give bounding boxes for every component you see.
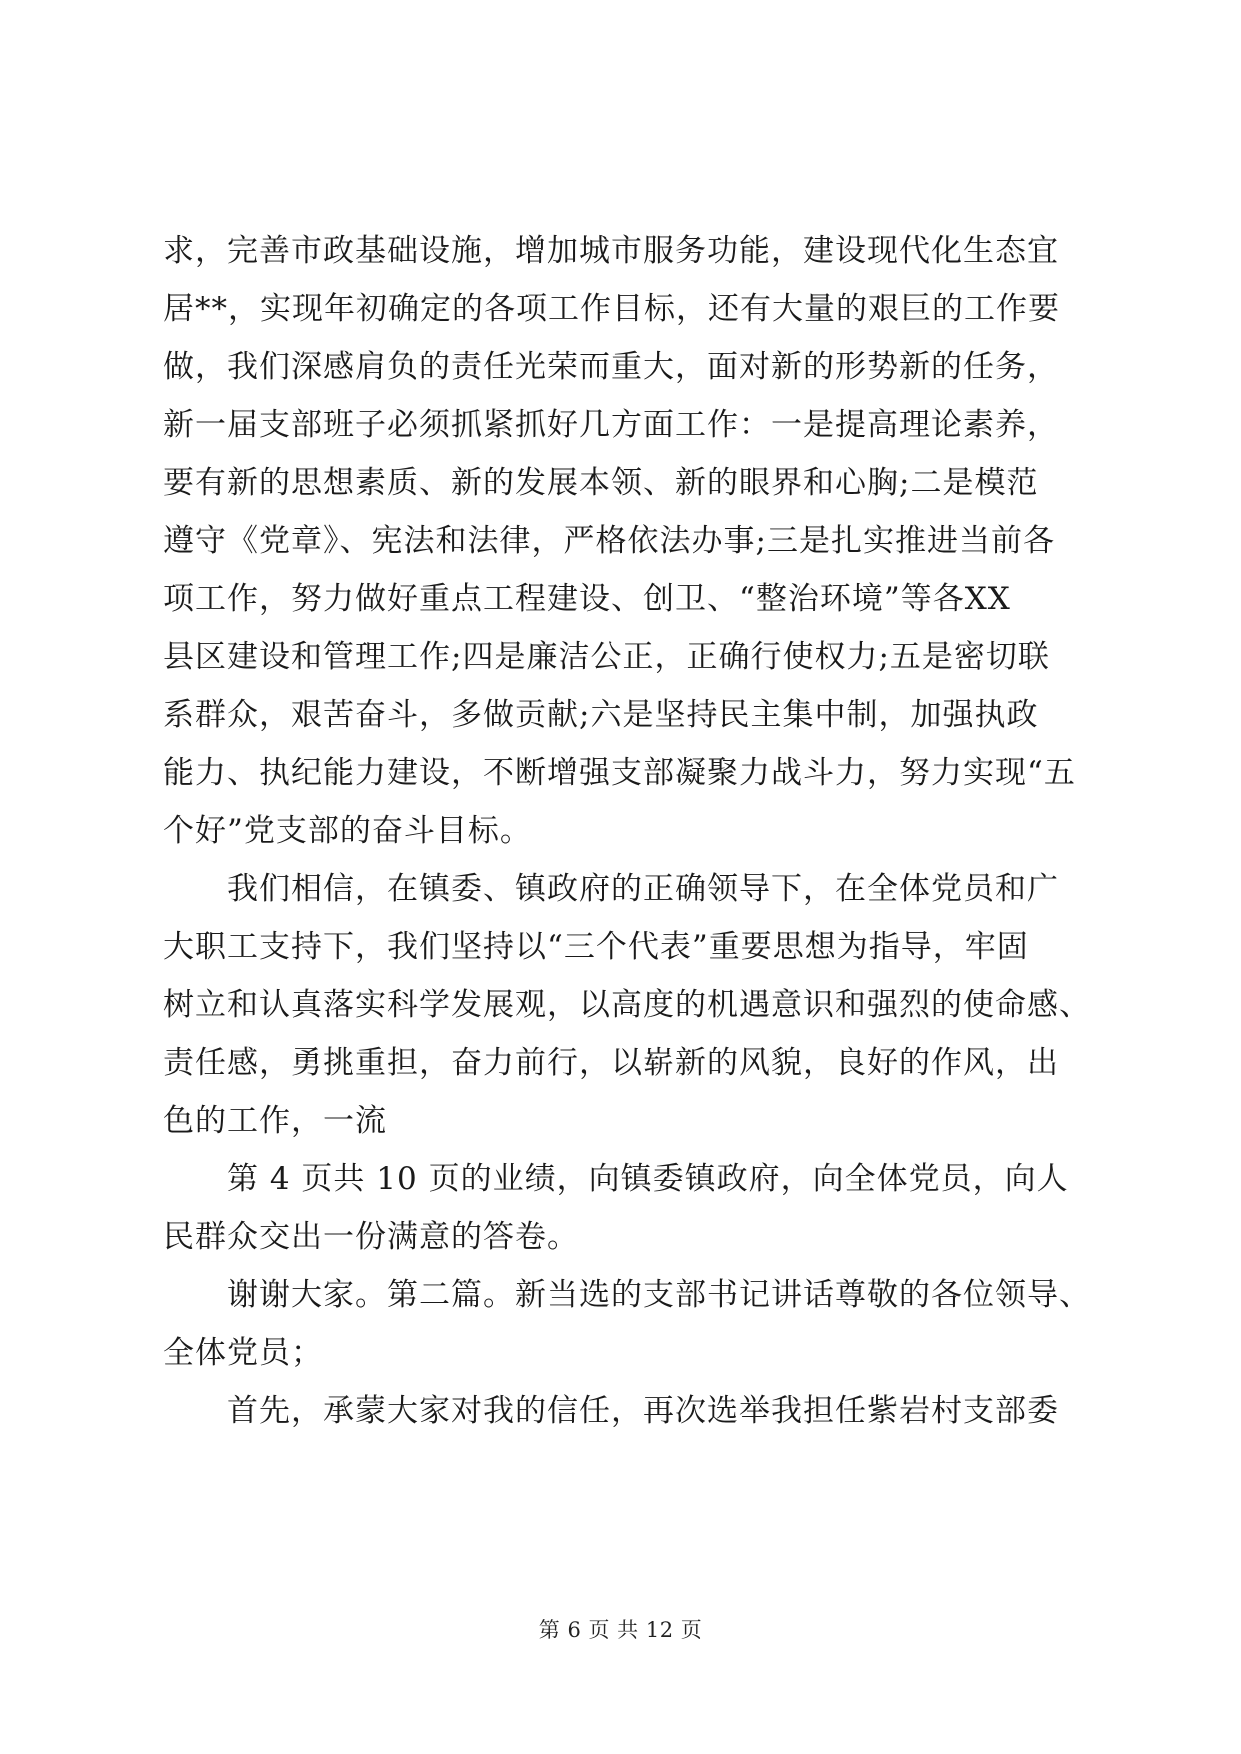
text-line: 求，完善市政基础设施，增加城市服务功能，建设现代化生态宜 (163, 233, 1059, 269)
text-line: 个好”党支部的奋斗目标。 (163, 813, 532, 849)
text-line: 新一届支部班子必须抓紧抓好几方面工作：一是提高理论素养， (163, 407, 1059, 443)
page-footer (0, 1615, 1241, 1645)
text-line: 能力、执纪能力建设，不断增强支部凝聚力战斗力，努力实现“五 (163, 755, 1076, 791)
paragraph-start-line: 我们相信，在镇委、镇政府的正确领导下，在全体党员和广 (227, 871, 1059, 907)
text-line: 大职工支持下，我们坚持以“三个代表”重要思想为指导，牢固 (163, 929, 1029, 965)
body-text (163, 222, 1098, 1440)
text-line: 要有新的思想素质、新的发展本领、新的眼界和心胸;二是模范 (163, 465, 1039, 501)
text-line: 树立和认真落实科学发展观，以高度的机遇意识和强烈的使命感、 (163, 987, 1091, 1023)
text-line: 做，我们深感肩负的责任光荣而重大，面对新的形势新的任务， (163, 349, 1059, 385)
text-line: 系群众，艰苦奋斗，多做贡献;六是坚持民主集中制，加强执政 (163, 697, 1039, 733)
text-line: 遵守《党章》、宪法和法律，严格依法办事;三是扎实推进当前各 (163, 523, 1055, 559)
text-line: 项工作，努力做好重点工程建设、创卫、“整治环境”等各XX (163, 581, 1011, 617)
text-line: 色的工作，一流 (163, 1103, 387, 1139)
paragraph-start-line: 第 4 页共 10 页的业绩，向镇委镇政府，向全体党员，向人 (227, 1161, 1069, 1197)
text-line: 责任感，勇挑重担，奋力前行，以崭新的风貌，良好的作风，出 (163, 1045, 1059, 1081)
text-line: 居**，实现年初确定的各项工作目标，还有大量的艰巨的工作要 (163, 291, 1060, 327)
text-line: 县区建设和管理工作;四是廉洁公正，正确行使权力;五是密切联 (163, 639, 1050, 675)
paragraph-start-line: 谢谢大家。第二篇。新当选的支部书记讲话尊敬的各位领导、 (227, 1277, 1091, 1313)
text-line: 全体党员； (163, 1335, 323, 1371)
page-number-label: 第 6 页 共 12 页 (538, 1618, 703, 1642)
text-line: 民群众交出一份满意的答卷。 (163, 1219, 579, 1255)
paragraph-start-line: 首先，承蒙大家对我的信任，再次选举我担任紫岩村支部委 (227, 1393, 1059, 1429)
